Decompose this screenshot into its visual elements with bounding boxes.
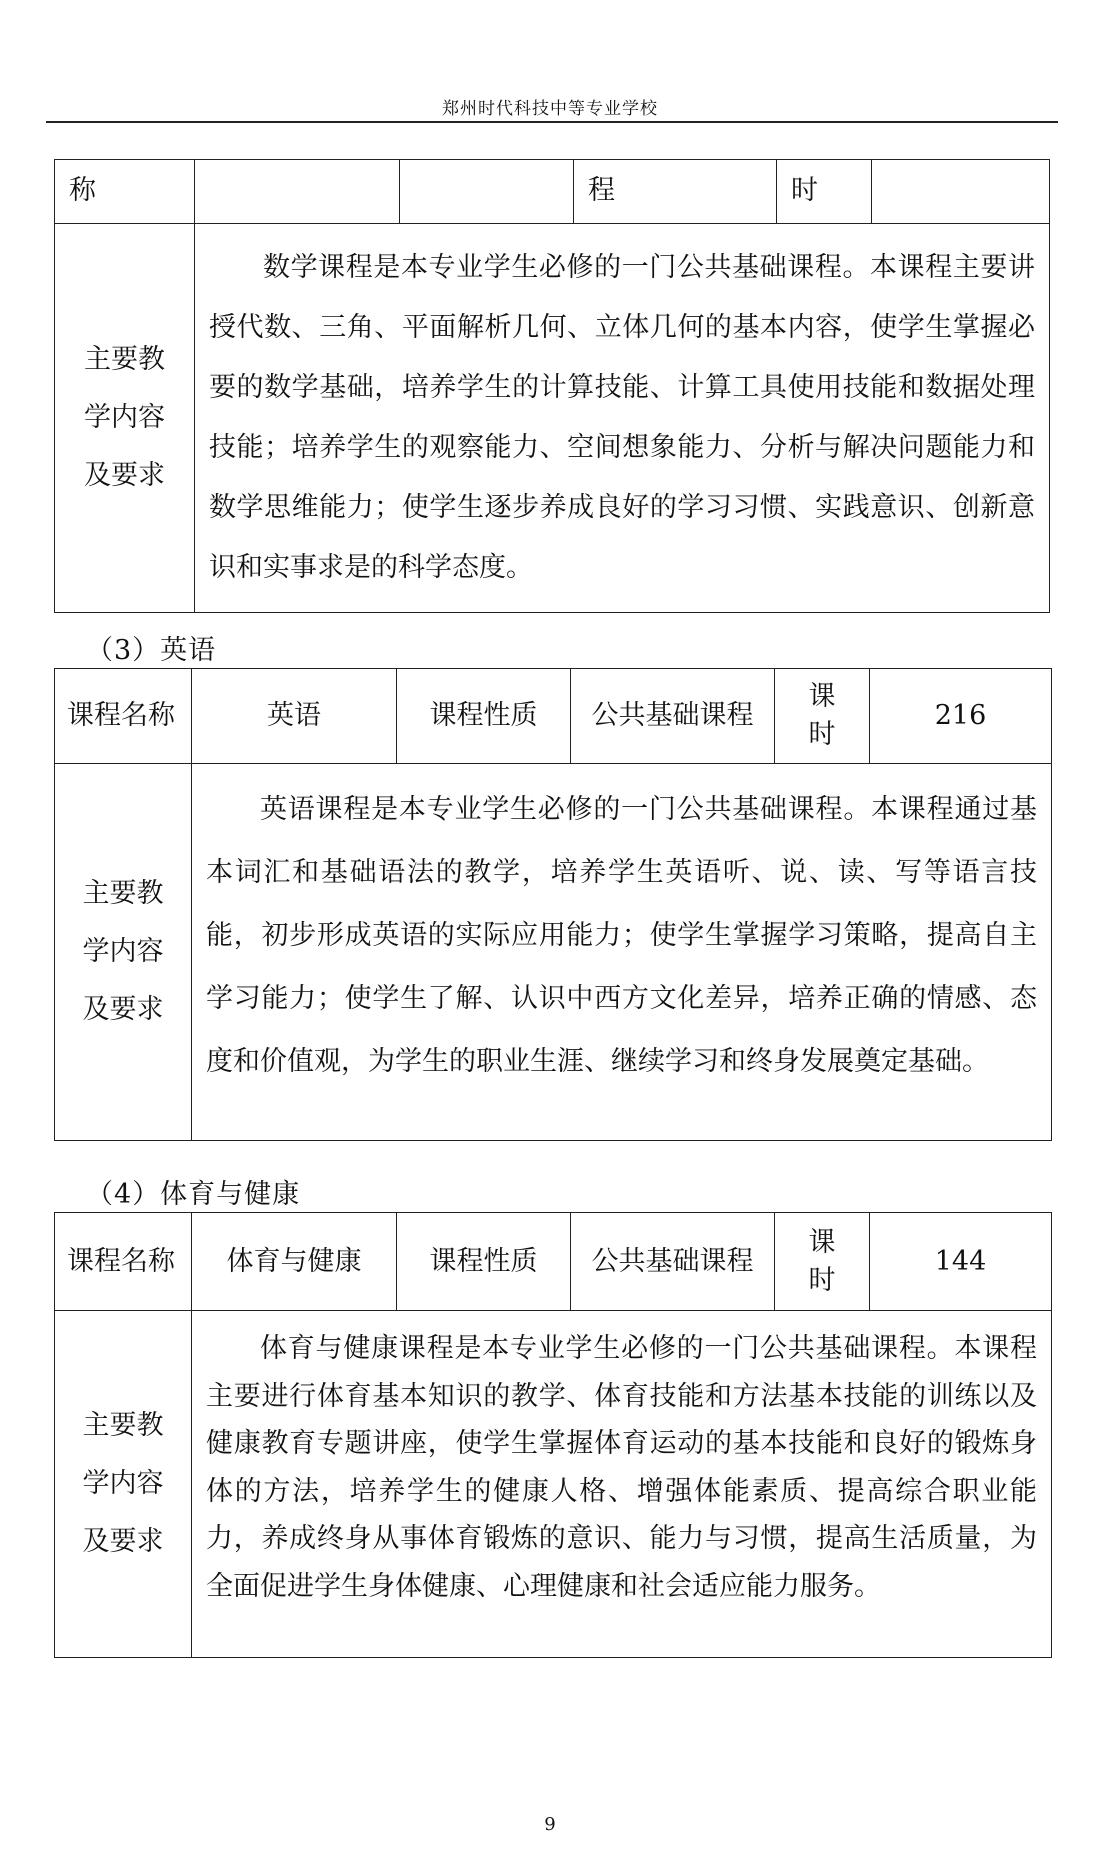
english-course-name: 英语 (192, 669, 397, 764)
english-course-table (54, 668, 1052, 1141)
math-hours-label-tail: 时 (777, 160, 872, 224)
pe-hours-label: 课时 (775, 1213, 870, 1311)
math-name-label-tail: 称 (55, 160, 195, 224)
math-requirements-label: 主要教 学内容 及要求 (55, 224, 195, 613)
english-nature-value: 公共基础课程 (571, 669, 775, 764)
math-nature-value-tail: 程 (574, 160, 777, 224)
math-course-name-cell (195, 160, 400, 224)
pe-nature-label: 课程性质 (397, 1213, 571, 1311)
english-section-heading: （3）英语 (86, 635, 217, 666)
page-header (0, 0, 1100, 124)
english-nature-label: 课程性质 (397, 669, 571, 764)
pe-requirements-label: 主要教 学内容 及要求 (55, 1311, 192, 1658)
math-course-table (54, 159, 1050, 613)
math-nature-label-cell (400, 160, 574, 224)
header-divider (46, 121, 1058, 123)
pe-course-table (54, 1212, 1052, 1658)
english-hours-value: 216 (870, 669, 1052, 764)
english-requirements-text: 英语课程是本专业学生必修的一门公共基础课程。本课程通过基本词汇和基础语法的教学，培养学生英语听、说、读、写等语言技能，初步形成英语的实际应用能力；使学生掌握学习策略，提高自主学习能力；使学生了解、认识中西方文化差异，培养正确的情感、态度和价值观，为学生的职业生涯、继续学习和终身发展奠定基础。 (192, 764, 1052, 1141)
pe-nature-value: 公共基础课程 (571, 1213, 775, 1311)
pe-course-name-label: 课程名称 (55, 1213, 192, 1311)
english-course-name-label: 课程名称 (55, 669, 192, 764)
pe-requirements-text: 体育与健康课程是本专业学生必修的一门公共基础课程。本课程主要进行体育基本知识的教学、体育技能和方法基本技能的训练以及健康教育专题讲座，使学生掌握体育运动的基本技能和良好的锻炼身体的方法，培养学生的健康人格、增强体能素质、提高综合职业能力，养成终身从事体育锻炼的意识、能力与习惯，提高生活质量，为全面促进学生身体健康、心理健康和社会适应能力服务。 (192, 1311, 1052, 1658)
math-hours-value-cell (872, 160, 1050, 224)
pe-section-heading: （4）体育与健康 (86, 1179, 301, 1210)
pe-course-name: 体育与健康 (192, 1213, 397, 1311)
english-hours-label: 课时 (775, 669, 870, 764)
english-requirements-label: 主要教 学内容 及要求 (55, 764, 192, 1141)
pe-hours-value: 144 (870, 1213, 1052, 1311)
math-requirements-text: 数学课程是本专业学生必修的一门公共基础课程。本课程主要讲授代数、三角、平面解析几何、立体几何的基本内容，使学生掌握必要的数学基础，培养学生的计算技能、计算工具使用技能和数据处理技能；培养学生的观察能力、空间想象能力、分析与解决问题能力和数学思维能力；使学生逐步养成良好的学习习惯、实践意识、创新意识和实事求是的科学态度。 (195, 224, 1050, 613)
school-name: 郑州时代科技中等专业学校 (442, 99, 658, 119)
page-number: 9 (544, 1814, 556, 1835)
